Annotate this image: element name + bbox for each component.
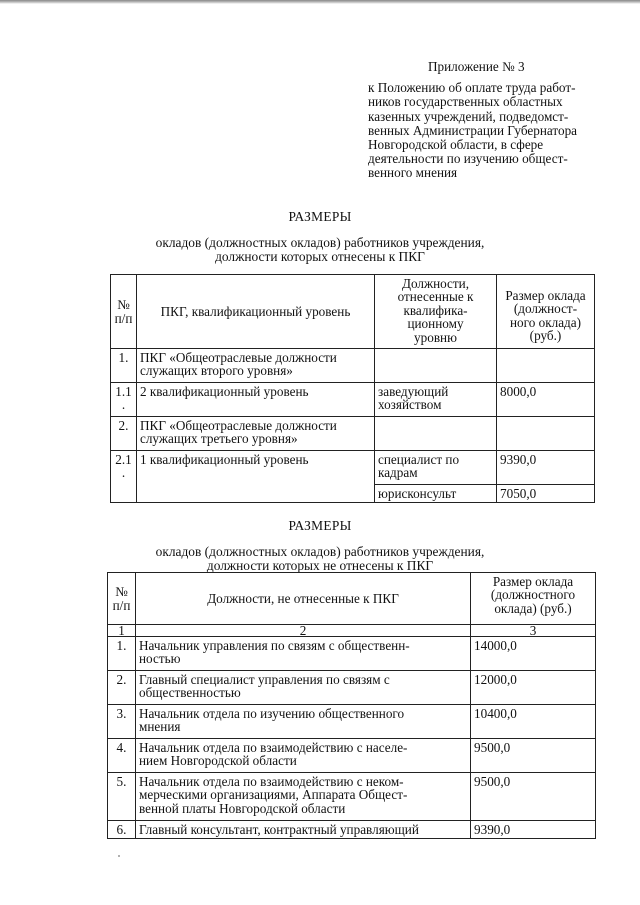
column-number: 1	[108, 625, 136, 637]
table-row	[108, 821, 596, 839]
section2-heading	[0, 519, 640, 573]
row-num: 2.	[111, 417, 137, 451]
row-salary: 8000,0	[497, 383, 595, 417]
section1-subtitle-line: окладов (должностных окладов) работников учреждения,	[155, 235, 485, 250]
row-salary	[497, 349, 595, 383]
row-position: Начальник отдела по изучению общественного мнения	[136, 705, 471, 739]
appendix-line: к Положению об оплате труда работ-	[368, 80, 576, 96]
row-salary: 7050,0	[497, 485, 595, 503]
table-row	[108, 671, 596, 705]
appendix-block	[368, 60, 600, 181]
row-level: 2 квалификационный уровень	[137, 383, 375, 417]
row-num: 1.	[108, 637, 136, 671]
table-row	[108, 705, 596, 739]
row-position: Начальник отдела по взаимодействию с населе- нием Новгородской области	[136, 739, 471, 773]
column-number-row	[108, 625, 596, 637]
row-salary: 12000,0	[471, 671, 596, 705]
row-num: 3.	[108, 705, 136, 739]
appendix-title: Приложение № 3	[428, 59, 525, 74]
row-position: юрисконсульт	[375, 485, 497, 503]
row-position	[375, 349, 497, 383]
row-salary: 9500,0	[471, 773, 596, 821]
row-position: Главный специалист управления по связям с общественностью	[136, 671, 471, 705]
table-row	[111, 417, 595, 451]
row-position: заведующий хозяйством	[375, 383, 497, 417]
header-num: № п/п	[111, 275, 137, 349]
row-salary: 9390,0	[471, 821, 596, 839]
row-salary: 9390,0	[497, 451, 595, 485]
appendix-line: венных Администрации Губернатора	[368, 122, 578, 138]
table-header-row	[111, 275, 595, 349]
header-positions: Должности, отнесенные к квалифика- ционному уровню	[375, 275, 497, 349]
row-position: Начальник управления по связям с общественн- ностью	[136, 637, 471, 671]
header-salary: Размер оклада (должностного оклада) (руб.)	[471, 573, 596, 625]
section2-subtitle-line: должности которых не отнесены к ПКГ	[206, 558, 434, 573]
appendix-line: казенных учреждений, подведомст-	[368, 108, 569, 124]
table-row	[108, 773, 596, 821]
row-num: 4.	[108, 739, 136, 773]
row-num: 5.	[108, 773, 136, 821]
column-number: 3	[471, 625, 596, 637]
row-level: 1 квалификационный уровень	[137, 451, 375, 503]
appendix-line: ников государственных областных	[368, 94, 563, 110]
row-num: 1.	[111, 349, 137, 383]
row-salary	[497, 417, 595, 451]
row-num: 6.	[108, 821, 136, 839]
appendix-line: деятельности по изучению общест-	[368, 151, 568, 167]
header-salary: Размер оклада (должност- ного оклада) (руб.)	[497, 275, 595, 349]
header-positions: Должности, не отнесенные к ПКГ	[136, 573, 471, 625]
header-num: № п/п	[108, 573, 136, 625]
row-salary: 14000,0	[471, 637, 596, 671]
column-number: 2	[136, 625, 471, 637]
table-header-row	[108, 573, 596, 625]
row-num: 2.1.	[111, 451, 137, 503]
table-row	[108, 637, 596, 671]
pkg-salary-table	[110, 274, 595, 503]
row-num: 1.1.	[111, 383, 137, 417]
row-position: Начальник отдела по взаимодействию с неком- мерческими организациями, Аппарата Общест- венной платы Новгородской области	[136, 773, 471, 821]
table-row	[108, 739, 596, 773]
appendix-line: венного мнения	[368, 165, 458, 181]
non-pkg-salary-table	[107, 572, 596, 839]
section1-subtitle-line: должности которых отнесены к ПКГ	[215, 249, 425, 264]
row-position: Главный консультант, контрактный управляющий	[136, 821, 471, 839]
row-salary: 9500,0	[471, 739, 596, 773]
scan-speck	[118, 855, 120, 857]
table-row	[111, 349, 595, 383]
row-num: 2.	[108, 671, 136, 705]
row-level: ПКГ «Общеотраслевые должности служащих второго уровня»	[137, 349, 375, 383]
section2-subtitle-line: окладов (должностных окладов) работников учреждения,	[155, 544, 485, 559]
appendix-line: Новгородской области, в сфере	[368, 137, 544, 153]
row-salary: 10400,0	[471, 705, 596, 739]
section1-title: РАЗМЕРЫ	[288, 209, 352, 224]
row-position: специалист по кадрам	[375, 451, 497, 485]
table-row	[111, 451, 595, 485]
section2-title: РАЗМЕРЫ	[288, 518, 352, 533]
row-level: ПКГ «Общеотраслевые должности служащих третьего уровня»	[137, 417, 375, 451]
header-level: ПКГ, квалификационный уровень	[137, 275, 375, 349]
table-row	[111, 383, 595, 417]
row-position	[375, 417, 497, 451]
section1-heading	[0, 210, 640, 264]
scan-top-edge	[0, 0, 640, 4]
